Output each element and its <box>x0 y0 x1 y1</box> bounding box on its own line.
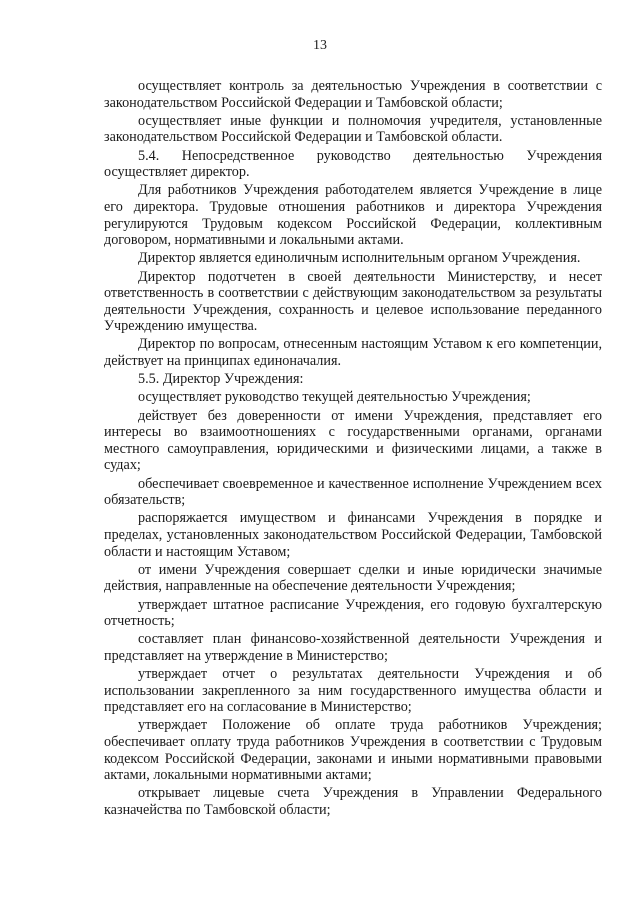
paragraph-8: 5.5. Директор Учреждения: <box>138 371 304 388</box>
paragraph-16: утверждает отчет о результатах деятельности Учреждения и об использовании закрепленного за ним государственного имущества области и представляет его на согласование в Министерство; <box>104 666 602 716</box>
paragraph-11: обеспечивает своевременное и качественное исполнение Учреждением всех обязательств; <box>104 475 602 509</box>
paragraph-17: утверждает Положение об оплате труда работников Учреждения; обеспечивает оплату труда работников Учреждения в соответствии с Трудовым кодексом Российской Федерации, законами и иными нормативными правовыми актами, локальными нормативными актами; <box>104 717 602 784</box>
page-number: 13 <box>313 38 327 53</box>
paragraph-5: Директор является единоличным исполнительным органом Учреждения. <box>138 250 581 267</box>
paragraph-4: Для работников Учреждения работодателем является Учреждение в лице его директора. Трудовые отношения работников и директора Учреждения регулируются Трудовым кодексом Российской Федерации, коллективным договором, нормативными и локальными актами. <box>104 182 602 249</box>
paragraph-15: составляет план финансово-хозяйственной деятельности Учреждения и представляет на утверждение в Министерство; <box>104 631 602 664</box>
paragraph-10: действует без доверенности от имени Учреждения, представляет его интересы во взаимоотношениях с государственными органами, органами местного самоуправления, юридическими и физическими лицами, а также в судах; <box>104 407 602 474</box>
paragraph-2: осуществляет иные функции и полномочия учредителя, установленные законодательством Российской Федерации и Тамбовской области. <box>104 112 602 146</box>
document-body <box>104 78 602 820</box>
paragraph-6: Директор подотчетен в своей деятельности Министерству, и несет ответственность в соответствии с действующим законодательством за результаты деятельности Учреждения, сохранность и целевое использование переданного Учреждению имущества. <box>104 268 602 335</box>
paragraph-9: осуществляет руководство текущей деятельностью Учреждения; <box>138 389 531 406</box>
paragraph-12: распоряжается имуществом и финансами Учреждения в порядке и пределах, установленных законодательством Российской Федерации, Тамбовской области и настоящим Уставом; <box>104 510 602 560</box>
paragraph-14: утверждает штатное расписание Учреждения, его годовую бухгалтерскую отчетность; <box>104 596 602 630</box>
paragraph-3: 5.4. Непосредственное руководство деятельностью Учреждения осуществляет директор. <box>104 147 602 181</box>
paragraph-13: от имени Учреждения совершает сделки и иные юридически значимые действия, направленные на обеспечение деятельности Учреждения; <box>104 561 602 595</box>
paragraph-1: осуществляет контроль за деятельностью Учреждения в соответствии с законодательством Российской Федерации и Тамбовской области; <box>104 78 602 111</box>
paragraph-18: открывает лицевые счета Учреждения в Управлении Федерального казначейства по Тамбовской области; <box>104 785 602 819</box>
paragraph-7: Директор по вопросам, отнесенным настоящим Уставом к его компетенции, действует на принципах единоначалия. <box>104 336 602 370</box>
